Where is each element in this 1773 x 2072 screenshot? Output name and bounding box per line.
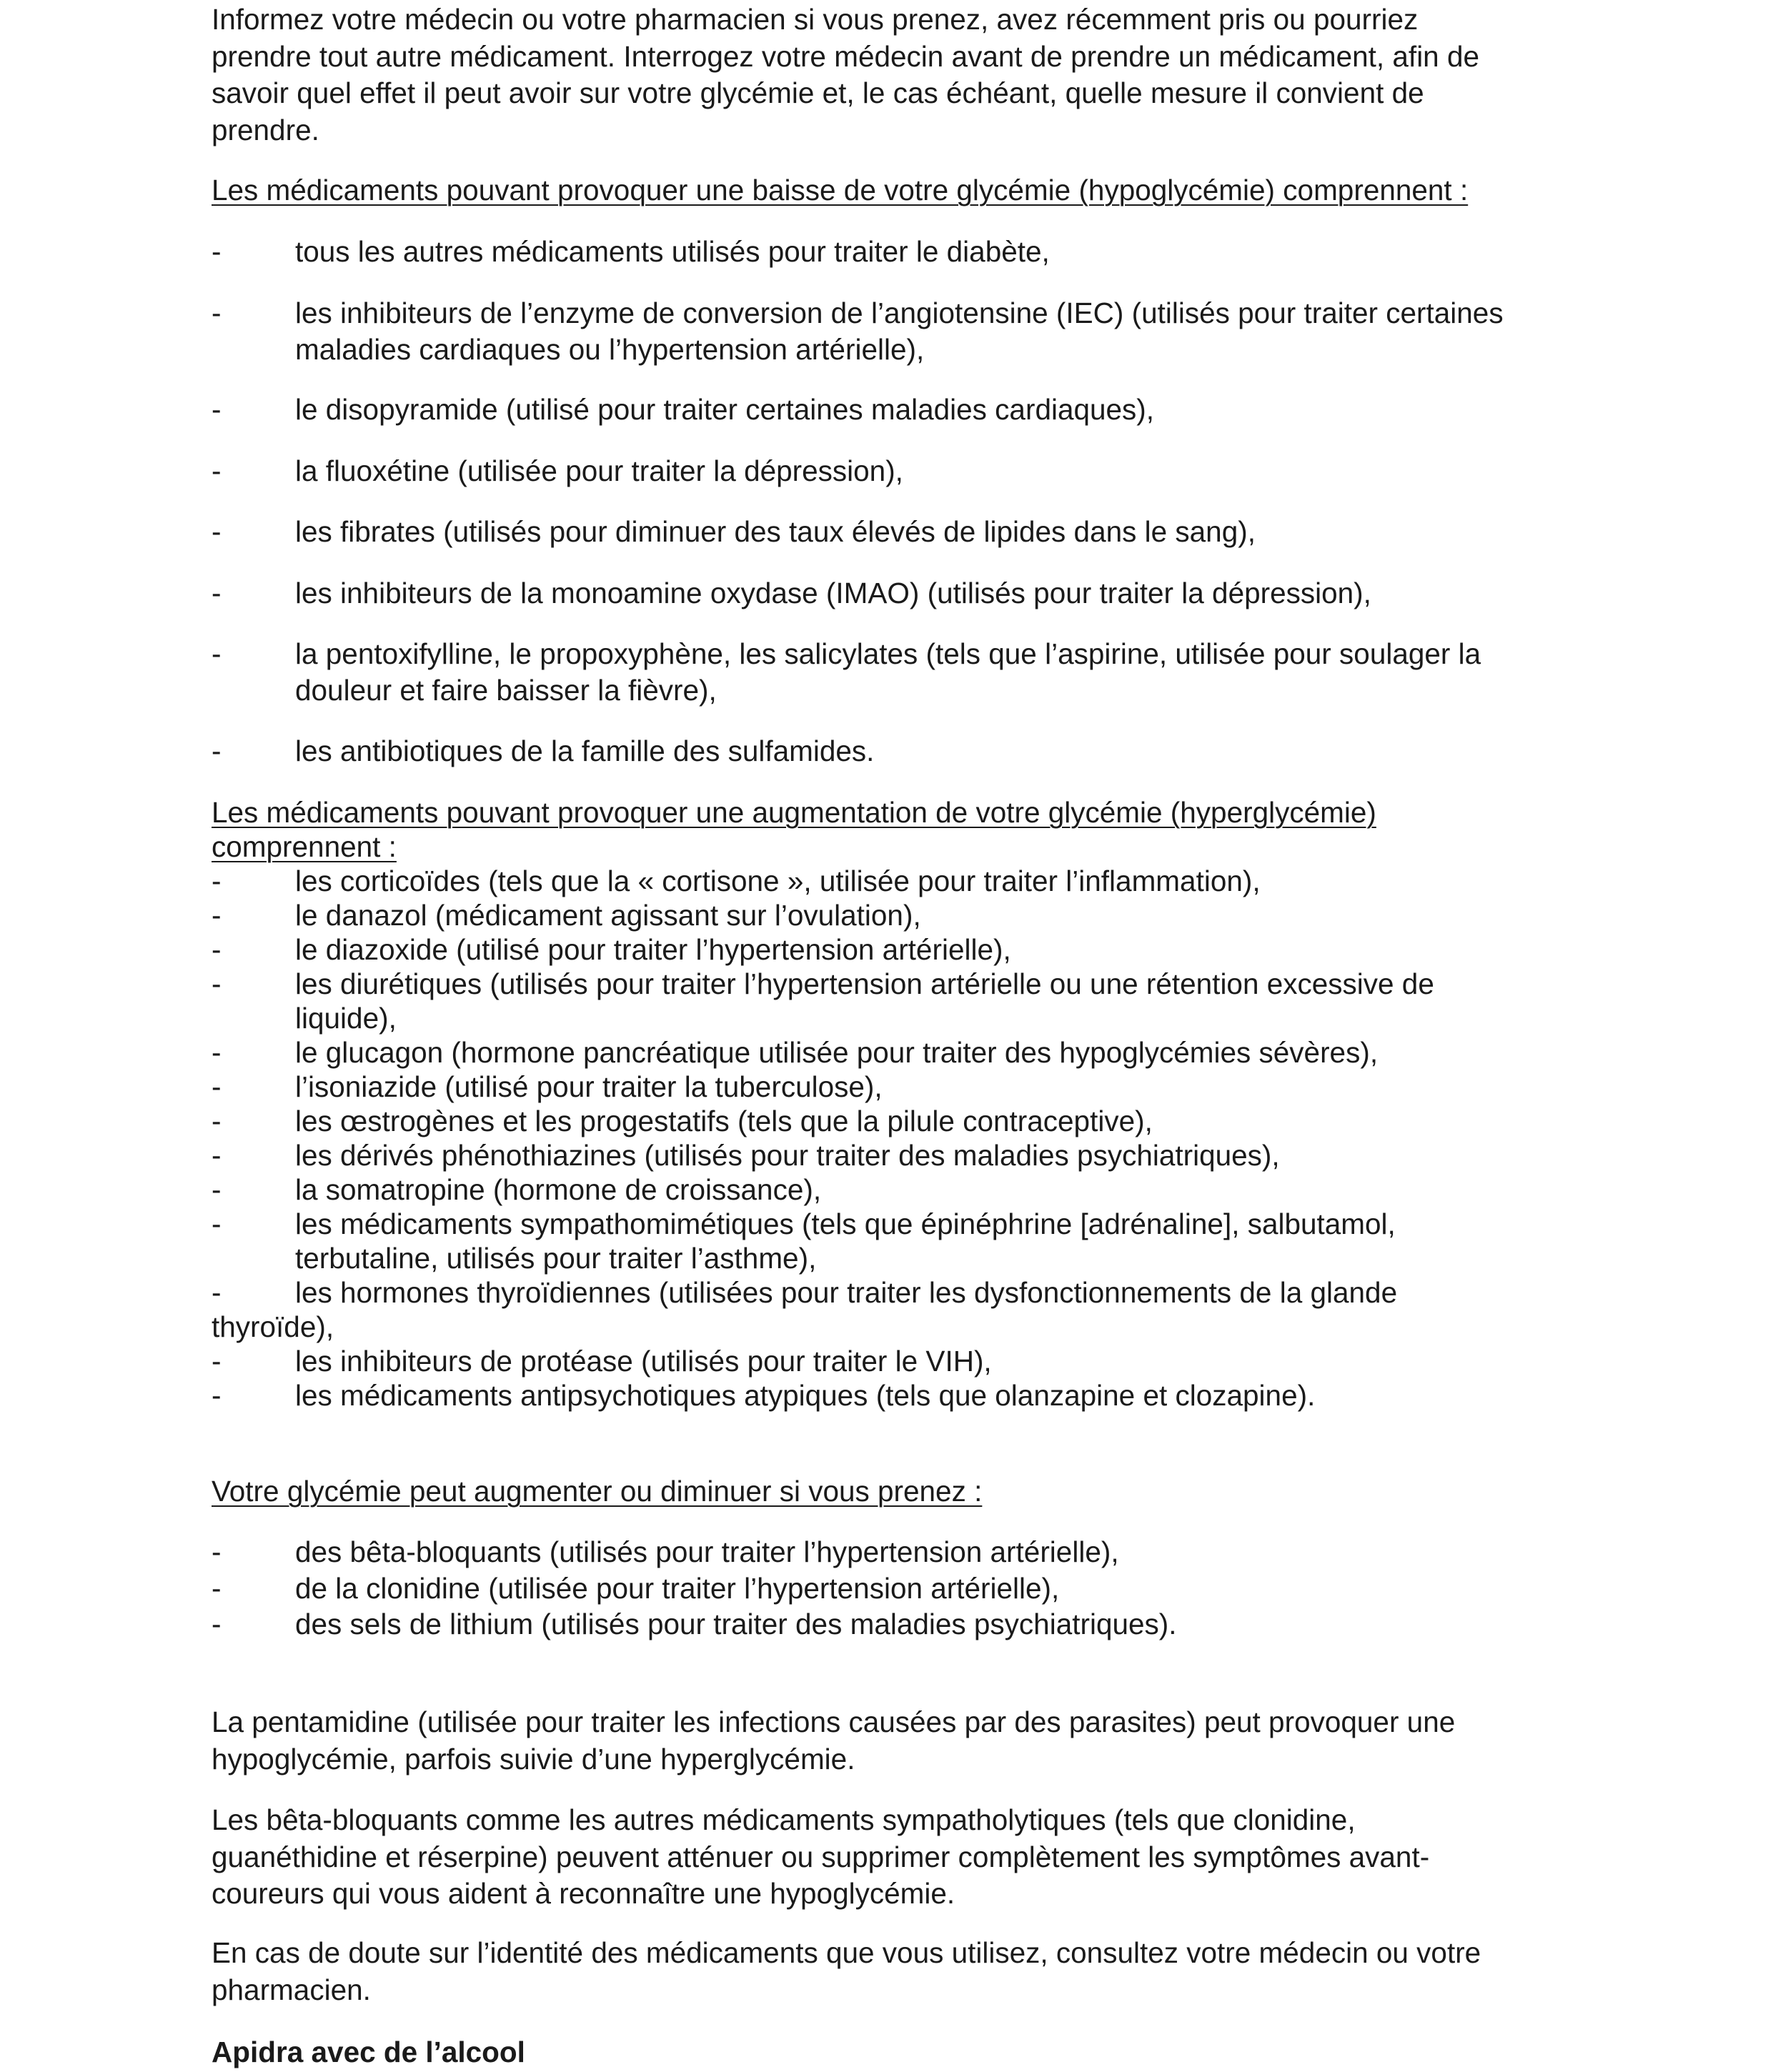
pentamidine-paragraph bbox=[212, 1704, 1555, 1778]
intro-line: Informez votre médecin ou votre pharmacien si vous prenez, avez récemment pris ou pourriez bbox=[212, 3, 1419, 36]
intro-line: prendre tout autre médicament. Interrogez votre médecin avant de prendre un médicament, afin de bbox=[212, 39, 1480, 73]
list-item-line: la fluoxétine (utilisée pour traiter la dépression), bbox=[295, 454, 903, 487]
list-item-line: maladies cardiaques ou l’hypertension artérielle), bbox=[295, 333, 925, 366]
list-item-text bbox=[295, 295, 1553, 368]
list-dash: - bbox=[212, 899, 222, 932]
list-dash: - bbox=[212, 297, 222, 329]
list-dash: - bbox=[212, 1173, 222, 1206]
list-item-line: des sels de lithium (utilisés pour traiter des maladies psychiatriques). bbox=[295, 1608, 1177, 1640]
list-item-line: les antibiotiques de la famille des sulfamides. bbox=[295, 734, 875, 767]
list-item-text bbox=[295, 733, 1553, 769]
hypo-heading: Les médicaments pouvant provoquer une baisse de votre glycémie (hypoglycémie) comprennent : bbox=[212, 174, 1469, 206]
list-item-text bbox=[295, 1378, 1553, 1413]
list-dash: - bbox=[212, 865, 222, 897]
list-item-text bbox=[212, 1275, 1469, 1344]
list-dash: - bbox=[212, 1535, 222, 1568]
list-item-text bbox=[295, 514, 1553, 550]
list-item-line: le diazoxide (utilisé pour traiter l’hypertension artérielle), bbox=[295, 933, 1011, 966]
paragraph-line: guanéthidine et réserpine) peuvent atténuer ou supprimer complètement les symptômes avant- bbox=[212, 1840, 1430, 1873]
list-item-text bbox=[295, 392, 1553, 428]
list-dash: - bbox=[212, 393, 222, 426]
list-item-line: terbutaline, utilisés pour traiter l’asthme), bbox=[295, 1242, 817, 1275]
list-dash: - bbox=[212, 1070, 222, 1103]
list-item-line: l’isoniazide (utilisé pour traiter la tuberculose), bbox=[295, 1070, 883, 1103]
both-heading: Votre glycémie peut augmenter ou diminuer si vous prenez : bbox=[212, 1475, 983, 1508]
list-item-text bbox=[295, 1606, 1553, 1643]
list-item-line: les hormones thyroïdiennes (utilisées pour traiter les dysfonctionnements de la glande bbox=[295, 1276, 1398, 1309]
list-dash: - bbox=[212, 637, 222, 670]
list-item-text bbox=[295, 1570, 1553, 1607]
list-item-text bbox=[295, 453, 1553, 489]
list-item-line: les médicaments antipsychotiques atypiques (tels que olanzapine et clozapine). bbox=[295, 1379, 1316, 1412]
list-item-text bbox=[295, 1534, 1553, 1570]
intro-line: savoir quel effet il peut avoir sur votre glycémie et, le cas échéant, quelle mesure il convient de bbox=[212, 76, 1424, 109]
list-item-line: les inhibiteurs de protéase (utilisés pour traiter le VIH), bbox=[295, 1345, 992, 1378]
list-item-line: les médicaments sympathomimétiques (tels que épinéphrine [adrénaline], salbutamol, bbox=[295, 1207, 1396, 1240]
list-item-text bbox=[295, 1172, 1553, 1207]
list-dash: - bbox=[212, 967, 222, 1000]
paragraph-line: hypoglycémie, parfois suivie d’une hyperglycémie. bbox=[212, 1742, 855, 1775]
list-item-line: les fibrates (utilisés pour diminuer des taux élevés de lipides dans le sang), bbox=[295, 515, 1256, 548]
list-item-text bbox=[295, 1344, 1553, 1378]
list-item-line: les œstrogènes et les progestatifs (tels que la pilule contraceptive), bbox=[295, 1105, 1153, 1137]
list-dash: - bbox=[212, 1608, 222, 1640]
list-dash: - bbox=[212, 1139, 222, 1172]
list-item-line: les inhibiteurs de la monoamine oxydase (IMAO) (utilisés pour traiter la dépression), bbox=[295, 577, 1371, 609]
list-item-text bbox=[295, 1104, 1553, 1138]
list-item-text bbox=[295, 1207, 1553, 1275]
list-item-text bbox=[295, 1035, 1553, 1070]
list-item-text bbox=[295, 932, 1553, 967]
doubt-paragraph bbox=[212, 1935, 1555, 2008]
list-item-text bbox=[295, 864, 1553, 898]
list-dash: - bbox=[212, 933, 222, 966]
hyper-heading-line: Les médicaments pouvant provoquer une augmentation de votre glycémie (hyperglycémie) bbox=[212, 796, 1376, 829]
list-item-text bbox=[295, 967, 1553, 1035]
list-dash: - bbox=[212, 1105, 222, 1137]
intro-paragraph bbox=[212, 1, 1555, 149]
list-item-line: la somatropine (hormone de croissance), bbox=[295, 1173, 822, 1206]
list-dash: - bbox=[212, 577, 222, 609]
list-item-line: les dérivés phénothiazines (utilisés pour traiter des maladies psychiatriques), bbox=[295, 1139, 1280, 1172]
paragraph-line: coureurs qui vous aident à reconnaître une hypoglycémie. bbox=[212, 1877, 955, 1910]
list-item-line: les corticoïdes (tels que la « cortisone », utilisée pour traiter l’inflammation), bbox=[295, 865, 1261, 897]
list-dash: - bbox=[212, 1276, 222, 1309]
paragraph-line: Les bêta-bloquants comme les autres médicaments sympatholytiques (tels que clonidine, bbox=[212, 1803, 1356, 1836]
list-item-line: liquide), bbox=[295, 1002, 397, 1035]
list-item-line: thyroïde), bbox=[212, 1310, 334, 1343]
alcohol-heading: Apidra avec de l’alcool bbox=[212, 2036, 525, 2068]
list-item-line: les diurétiques (utilisés pour traiter l’hypertension artérielle ou une rétention excessive de bbox=[295, 967, 1434, 1000]
list-item-line: la pentoxifylline, le propoxyphène, les salicylates (tels que l’aspirine, utilisée pour soulager la bbox=[295, 637, 1481, 670]
list-dash: - bbox=[212, 1036, 222, 1069]
hyper-heading-line: comprennent : bbox=[212, 830, 397, 863]
list-dash: - bbox=[212, 1207, 222, 1240]
list-item-line: le glucagon (hormone pancréatique utilisée pour traiter des hypoglycémies sévères), bbox=[295, 1036, 1379, 1069]
list-item-text bbox=[295, 636, 1553, 709]
list-dash: - bbox=[212, 1379, 222, 1412]
betablockers-paragraph bbox=[212, 1802, 1555, 1913]
list-item-line: les inhibiteurs de l’enzyme de conversion de l’angiotensine (IEC) (utilisés pour traiter certaines bbox=[295, 297, 1504, 329]
list-dash: - bbox=[212, 454, 222, 487]
list-item-line: le disopyramide (utilisé pour traiter certaines maladies cardiaques), bbox=[295, 393, 1155, 426]
list-item-text bbox=[295, 898, 1553, 932]
list-dash: - bbox=[212, 1345, 222, 1378]
list-item-line: de la clonidine (utilisée pour traiter l’hypertension artérielle), bbox=[295, 1572, 1060, 1605]
paragraph-line: La pentamidine (utilisée pour traiter les infections causées par des parasites) peut provoquer une bbox=[212, 1705, 1456, 1738]
list-dash: - bbox=[212, 734, 222, 767]
list-dash: - bbox=[212, 235, 222, 268]
list-dash: - bbox=[212, 515, 222, 548]
list-item-text bbox=[295, 1070, 1553, 1104]
paragraph-line: En cas de doute sur l’identité des médicaments que vous utilisez, consultez votre médecin ou votre bbox=[212, 1936, 1481, 1969]
list-item-line: douleur et faire baisser la fièvre), bbox=[295, 674, 717, 707]
list-item-text bbox=[295, 1138, 1553, 1172]
list-dash: - bbox=[212, 1572, 222, 1605]
list-item-text bbox=[295, 575, 1553, 612]
list-item-line: le danazol (médicament agissant sur l’ovulation), bbox=[295, 899, 921, 932]
list-item-line: tous les autres médicaments utilisés pour traiter le diabète, bbox=[295, 235, 1050, 268]
list-item-line: des bêta-bloquants (utilisés pour traiter l’hypertension artérielle), bbox=[295, 1535, 1119, 1568]
paragraph-line: pharmacien. bbox=[212, 1973, 371, 2006]
hyper-heading bbox=[212, 795, 1376, 864]
intro-line: prendre. bbox=[212, 113, 319, 146]
list-item-text bbox=[295, 234, 1553, 270]
